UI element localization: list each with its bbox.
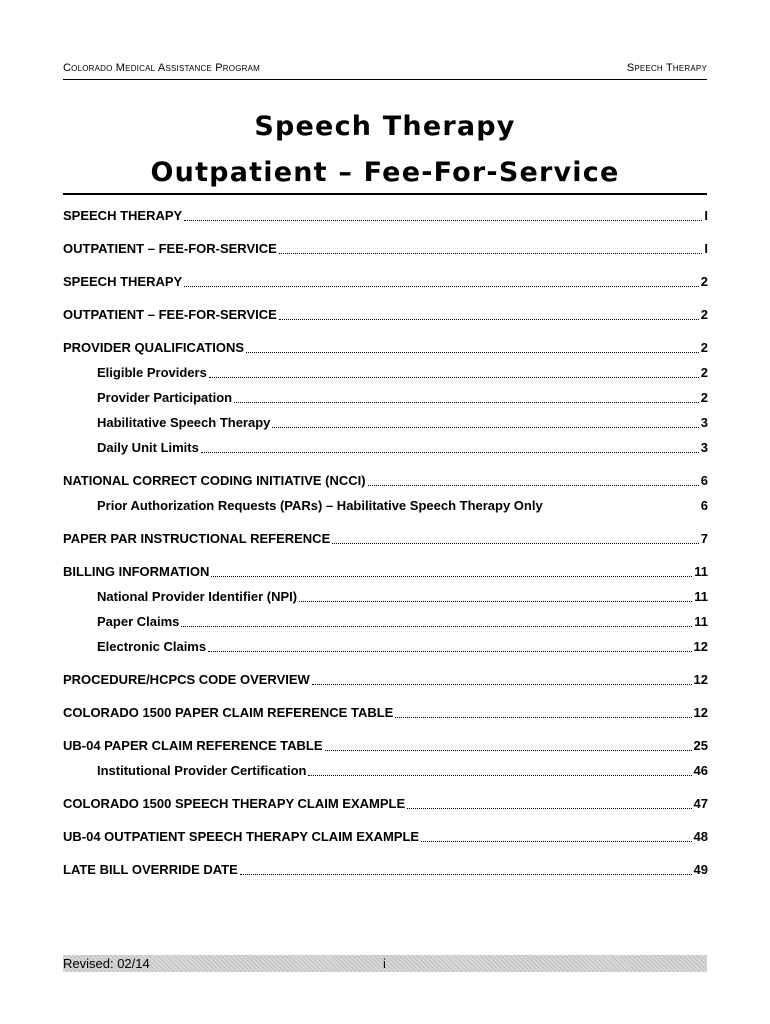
toc-entry[interactable]	[63, 340, 708, 356]
toc-entry-page: 2	[700, 274, 708, 289]
title-line-1: Speech Therapy	[254, 111, 516, 142]
toc-entry-label: Paper Claims	[97, 614, 180, 629]
toc-entry[interactable]	[63, 738, 708, 754]
toc-entry-label: OUTPATIENT – FEE-FOR-SERVICE	[63, 307, 277, 322]
toc-entry-label: Habilitative Speech Therapy	[97, 415, 271, 430]
toc-entry-page: 6	[700, 498, 708, 513]
toc-entry-label: Electronic Claims	[97, 639, 207, 654]
toc-dot-leader	[308, 774, 691, 776]
header-program-name: Colorado Medical Assistance Program	[63, 62, 260, 74]
toc-entry-page: 2	[700, 390, 708, 405]
page-title	[63, 104, 707, 196]
toc-dot-leader	[395, 716, 691, 718]
toc-entry[interactable]	[63, 208, 708, 224]
toc-dot-leader	[209, 376, 699, 378]
toc-entry-page: 11	[694, 589, 708, 604]
toc-entry-label: Eligible Providers	[97, 365, 207, 380]
toc-entry[interactable]	[63, 473, 708, 489]
toc-dot-leader	[279, 318, 699, 320]
toc-entry-page: I	[704, 241, 708, 256]
toc-dot-leader	[234, 401, 699, 403]
toc-entry[interactable]	[63, 796, 708, 812]
toc-entry-page: 12	[693, 672, 708, 687]
toc-entry[interactable]	[63, 415, 708, 431]
toc-dot-leader	[181, 625, 692, 627]
toc-dot-leader	[407, 807, 691, 809]
toc-entry-label: Institutional Provider Certification	[97, 763, 307, 778]
running-header	[63, 62, 707, 80]
toc-entry[interactable]	[63, 564, 708, 580]
toc-entry[interactable]	[63, 705, 708, 721]
footer-revised-date: Revised: 02/14	[63, 956, 150, 971]
toc-dot-leader	[201, 451, 699, 453]
toc-entry[interactable]	[63, 614, 708, 630]
toc-dot-leader	[240, 873, 692, 875]
toc-entry-page: 2	[700, 307, 708, 322]
toc-entry-page: 6	[700, 473, 708, 488]
toc-dot-leader	[246, 351, 699, 353]
toc-dot-leader	[184, 219, 702, 221]
table-of-contents	[63, 208, 708, 878]
header-section-name: Speech Therapy	[626, 62, 707, 74]
toc-entry-label: Prior Authorization Requests (PARs) – Habilitative Speech Therapy Only	[97, 498, 543, 513]
toc-entry[interactable]	[63, 763, 708, 779]
toc-entry-label: UB-04 PAPER CLAIM REFERENCE TABLE	[63, 738, 323, 753]
toc-entry-label: PROVIDER QUALIFICATIONS	[63, 340, 245, 355]
toc-dot-leader	[545, 510, 699, 511]
toc-entry[interactable]	[63, 531, 708, 547]
toc-entry-label: BILLING INFORMATION	[63, 564, 210, 579]
toc-entry-page: 11	[694, 614, 708, 629]
toc-entry-page: 47	[693, 796, 708, 811]
page-footer	[63, 955, 707, 972]
toc-entry[interactable]	[63, 672, 708, 688]
toc-dot-leader	[368, 484, 699, 486]
toc-dot-leader	[421, 840, 691, 842]
toc-entry-label: National Provider Identifier (NPI)	[97, 589, 298, 604]
toc-entry-label: NATIONAL CORRECT CODING INITIATIVE (NCCI)	[63, 473, 366, 488]
toc-entry-page: 49	[693, 862, 708, 877]
toc-entry[interactable]	[63, 829, 708, 845]
toc-entry-label: SPEECH THERAPY	[63, 208, 183, 223]
toc-entry-label: SPEECH THERAPY	[63, 274, 183, 289]
toc-entry[interactable]	[63, 390, 708, 406]
toc-entry-page: I	[704, 208, 708, 223]
toc-entry-page: 12	[693, 639, 708, 654]
toc-entry-label: COLORADO 1500 PAPER CLAIM REFERENCE TABLE	[63, 705, 394, 720]
toc-dot-leader	[211, 575, 692, 577]
toc-dot-leader	[208, 650, 691, 652]
toc-dot-leader	[332, 542, 699, 544]
toc-entry-page: 3	[700, 415, 708, 430]
toc-dot-leader	[325, 749, 692, 751]
toc-entry[interactable]	[63, 274, 708, 290]
toc-dot-leader	[312, 683, 692, 685]
toc-entry-page: 3	[700, 440, 708, 455]
toc-entry-page: 46	[693, 763, 708, 778]
title-divider	[63, 193, 707, 195]
toc-entry[interactable]	[63, 862, 708, 878]
toc-entry[interactable]	[63, 365, 708, 381]
toc-entry-label: Provider Participation	[97, 390, 233, 405]
toc-entry-label: LATE BILL OVERRIDE DATE	[63, 862, 238, 877]
toc-dot-leader	[272, 426, 698, 428]
toc-entry-page: 2	[700, 340, 708, 355]
toc-entry-page: 48	[693, 829, 708, 844]
toc-dot-leader	[279, 252, 703, 254]
toc-dot-leader	[299, 600, 692, 602]
toc-entry-page: 25	[693, 738, 708, 753]
toc-entry[interactable]	[63, 440, 708, 456]
toc-entry-label: UB-04 OUTPATIENT SPEECH THERAPY CLAIM EXAMPLE	[63, 829, 420, 844]
toc-entry-label: PROCEDURE/HCPCS CODE OVERVIEW	[63, 672, 310, 687]
toc-entry-label: Daily Unit Limits	[97, 440, 199, 455]
toc-entry-page: 2	[700, 365, 708, 380]
footer-page-number: i	[383, 956, 386, 971]
toc-entry-page: 7	[700, 531, 708, 546]
toc-entry-label: OUTPATIENT – FEE-FOR-SERVICE	[63, 241, 277, 256]
toc-entry[interactable]	[63, 498, 708, 514]
title-line-2: Outpatient – Fee-For-Service	[150, 157, 620, 188]
toc-entry-label: PAPER PAR INSTRUCTIONAL REFERENCE	[63, 531, 331, 546]
toc-entry-page: 11	[694, 564, 708, 579]
toc-entry[interactable]	[63, 307, 708, 323]
toc-entry[interactable]	[63, 639, 708, 655]
toc-entry[interactable]	[63, 589, 708, 605]
toc-entry-label: COLORADO 1500 SPEECH THERAPY CLAIM EXAMPLE	[63, 796, 406, 811]
toc-dot-leader	[184, 285, 699, 287]
toc-entry-page: 12	[693, 705, 708, 720]
toc-entry[interactable]	[63, 241, 708, 257]
